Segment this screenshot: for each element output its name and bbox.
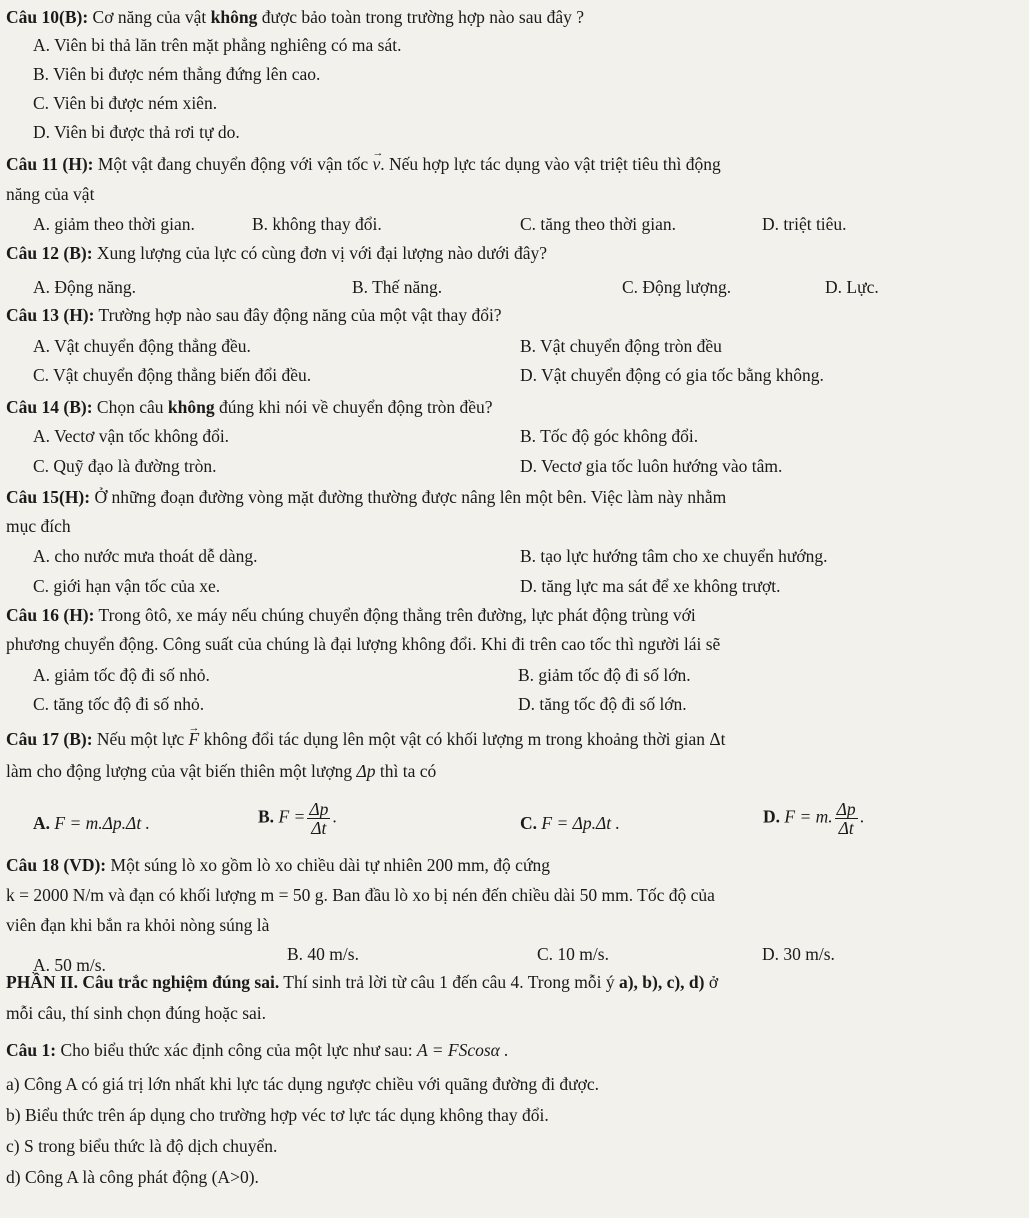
question-text: Nếu một lực [92,729,189,749]
fraction [835,800,858,837]
option-a: A. cho nước mưa thoát dễ dàng. [33,546,258,566]
question-text: Chọn câu [92,397,168,417]
statement-d: d) Công A là công phát động (A>0). [6,1167,259,1187]
question-14 [6,396,493,418]
question-text-cont: phương chuyển động. Công suất của chúng là đại lượng không đổi. Khi đi trên cao tốc thì người lái sẽ [6,634,721,654]
question-17 [6,728,726,750]
question-text: Xung lượng của lực có cùng đơn vị với đại lượng nào dưới đây? [92,243,548,263]
question-label: Câu 17 (B): [6,729,93,749]
question-text: Cơ năng của vật [88,7,211,27]
part-2-heading [6,971,718,993]
option-a: A. giảm theo thời gian. [33,214,195,234]
momentum-change-symbol: Δp [356,761,376,781]
section-title: PHẦN II. Câu trắc nghiệm đúng sai. [6,972,280,992]
option-c: C. Quỹ đạo là đường tròn. [33,456,217,476]
question-text: được bảo toàn trong trường hợp nào sau đây ? [257,7,584,27]
question-15 [6,486,726,508]
question-text: đúng khi nói về chuyển động tròn đều? [214,397,493,417]
option-b: B. tạo lực hướng tâm cho xe chuyển hướng. [520,546,828,566]
section-instructions: Thí sinh trả lời từ câu 1 đến câu 4. Trong mỗi ý [279,972,619,992]
question-label: Câu 12 (B): [6,243,93,263]
option-d: D. Lực. [825,277,879,297]
part2-question-1 [6,1039,509,1061]
question-label: Câu 14 (B): [6,397,93,417]
question-text: không đổi tác dụng lên một vật có khối lượng m trong khoảng thời gian Δt [199,729,726,749]
statement-c: c) S trong biểu thức là độ dịch chuyển. [6,1136,278,1156]
option-c: C. Viên bi được ném xiên. [33,93,218,113]
numerator: Δp [309,799,329,819]
question-text: Trong ôtô, xe máy nếu chúng chuyển động thẳng trên đường, lực phát động trùng với [94,605,696,625]
option-c: C. Vật chuyển động thẳng biến đổi đều. [33,365,312,385]
formula: A = FScosα . [416,1040,509,1060]
option-c: C. Động lượng. [622,277,732,297]
option-b: B. Vật chuyển động tròn đều [520,336,722,356]
statement-b: b) Biểu thức trên áp dụng cho trường hợp véc tơ lực tác dụng không thay đổi. [6,1105,549,1125]
question-12 [6,242,547,264]
option-d: D. F = m. $\frac{\Delta p}{\Delta t}$ . [763,799,865,838]
option-c: C. 10 m/s. [537,944,609,964]
option-label: B. [258,806,275,827]
question-16 [6,604,696,626]
option-b: B. Thế năng. [352,277,443,297]
formula: F = m. [784,806,833,827]
item-labels: a), b), c), d) [618,972,705,992]
numerator: Δp [836,799,856,819]
option-d: D. tăng lực ma sát để xe không trượt. [520,576,781,596]
statement-a: a) Công A có giá trị lớn nhất khi lực tác dụng ngược chiều với quãng đường đi được. [6,1074,600,1094]
option-a: A. Vật chuyển động thẳng đều. [33,336,251,356]
question-label: Câu 18 (VD): [6,855,107,875]
question-text: Trường hợp nào sau đây động năng của một vật thay đổi? [94,305,502,325]
option-d: D. tăng tốc độ đi số lớn. [518,694,687,714]
question-label: Câu 13 (H): [6,305,95,325]
question-emphasis: không [167,397,215,417]
question-label: Câu 15(H): [6,487,91,507]
option-label: D. [763,806,781,827]
option-a: A. Động năng. [33,277,137,297]
question-17-cont [6,760,436,782]
question-text: Một súng lò xo gồm lò xo chiều dài tự nhiên 200 mm, độ cứng [106,855,550,875]
option-a: A. giảm tốc độ đi số nhỏ. [33,665,210,685]
option-a: A. Vectơ vận tốc không đổi. [33,426,230,446]
question-text: Ở những đoạn đường vòng mặt đường thường được nâng lên một bên. Việc làm này nhằm [90,487,727,507]
option-c [520,812,620,834]
option-d: D. triệt tiêu. [762,214,847,234]
question-text-cont: mục đích [6,516,71,536]
question-label: Câu 16 (H): [6,605,95,625]
question-label: Câu 11 (H): [6,154,94,174]
question-text: làm cho động lượng của vật biến thiên một lượng [6,761,357,781]
option-d: D. Vật chuyển động có gia tốc bằng không. [520,365,824,385]
question-label: Câu 10(B): [6,7,89,27]
question-18 [6,854,550,876]
formula: F = m.Δp.Δt . [54,813,150,833]
question-10 [6,6,584,28]
denominator: Δt [838,818,854,838]
option-c: C. tăng tốc độ đi số nhỏ. [33,694,205,714]
option-label: C. [520,813,538,833]
question-emphasis: không [210,7,258,27]
question-label: Câu 1: [6,1040,57,1060]
option-b: B. 40 m/s. [287,944,359,964]
question-13 [6,304,502,326]
denominator: Δt [311,818,327,838]
question-text: . Nếu hợp lực tác dụng vào vật triệt tiêu thì động [380,154,721,174]
option-label: A. [33,813,51,833]
option-b: B. Tốc độ góc không đổi. [520,426,699,446]
option-a: A. Viên bi thả lăn trên mặt phẳng nghiêng có ma sát. [33,35,402,55]
section-instructions: ở [704,972,719,992]
question-text: Cho biểu thức xác định công của một lực như sau: [56,1040,417,1060]
question-text-cont: năng của vật [6,184,95,204]
option-d: D. Viên bi được thả rơi tự do. [33,122,240,142]
question-text: Một vật đang chuyển động với vận tốc [93,154,373,174]
option-b: B. F = $\frac{\Delta p}{\Delta t}$ . [258,799,337,838]
formula: F = [278,806,306,827]
formula: F = Δp.Δt . [541,813,620,833]
question-11 [6,153,721,175]
fraction [307,800,330,837]
option-a: A. 50 m/s. [33,955,106,975]
option-c: C. tăng theo thời gian. [520,214,677,234]
option-b: B. Viên bi được ném thẳng đứng lên cao. [33,64,321,84]
force-vector: → F [189,729,200,749]
option-b: B. không thay đổi. [252,214,382,234]
option-d: D. Vectơ gia tốc luôn hướng vào tâm. [520,456,783,476]
question-text: thì ta có [375,761,437,781]
option-b: B. giảm tốc độ đi số lớn. [518,665,691,685]
velocity-vector: → v [373,154,381,174]
option-a [33,812,150,834]
option-d: D. 30 m/s. [762,944,835,964]
question-text-cont: k = 2000 N/m và đạn có khối lượng m = 50 g. Ban đầu lò xo bị nén đến chiều dài 50 mm. Tốc độ của [6,885,715,905]
option-c: C. giới hạn vận tốc của xe. [33,576,221,596]
section-instructions-cont: mỗi câu, thí sinh chọn đúng hoặc sai. [6,1003,267,1023]
question-text-cont: viên đạn khi bắn ra khỏi nòng súng là [6,915,270,935]
